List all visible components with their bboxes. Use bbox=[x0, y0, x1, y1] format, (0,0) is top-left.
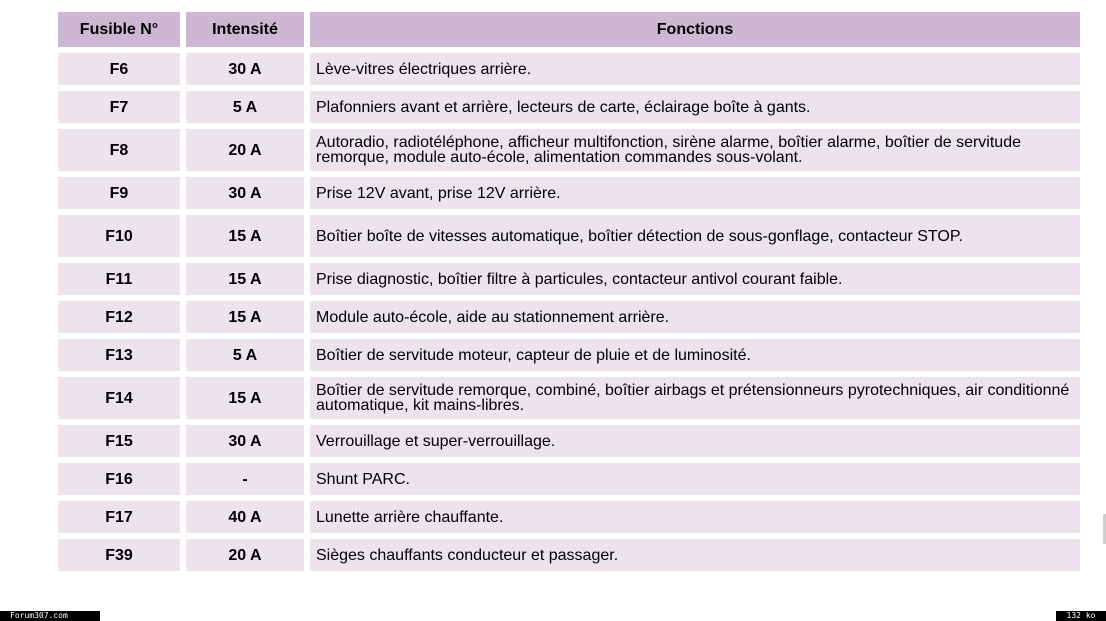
functions-cell: Prise 12V avant, prise 12V arrière. bbox=[310, 177, 1080, 209]
fuse-cell: F15 bbox=[58, 425, 180, 457]
footer-size-label: 132 ko bbox=[1056, 611, 1106, 621]
table-row bbox=[58, 215, 1080, 257]
intensity-cell: 20 A bbox=[186, 129, 304, 171]
intensity-cell: 20 A bbox=[186, 539, 304, 571]
header-functions: Fonctions bbox=[310, 12, 1080, 47]
functions-cell: Boîtier boîte de vitesses automatique, boîtier détection de sous-gonflage, contacteur STOP. bbox=[310, 215, 1080, 257]
functions-cell: Lunette arrière chauffante. bbox=[310, 501, 1080, 533]
functions-cell: Prise diagnostic, boîtier filtre à particules, contacteur antivol courant faible. bbox=[310, 263, 1080, 295]
functions-cell: Autoradio, radiotéléphone, afficheur multifonction, sirène alarme, boîtier alarme, boîtier de servitude remorque, module auto-école, alimentation commandes sous-volant. bbox=[310, 129, 1080, 171]
fuse-cell: F12 bbox=[58, 301, 180, 333]
fuse-table bbox=[58, 12, 1080, 577]
table-row bbox=[58, 301, 1080, 333]
functions-cell: Boîtier de servitude remorque, combiné, boîtier airbags et prétensionneurs pyrotechniques, air conditionné automatique, kit mains-libres. bbox=[310, 377, 1080, 419]
functions-cell: Verrouillage et super-verrouillage. bbox=[310, 425, 1080, 457]
intensity-cell: - bbox=[186, 463, 304, 495]
table-row bbox=[58, 53, 1080, 85]
intensity-cell: 15 A bbox=[186, 377, 304, 419]
functions-cell: Module auto-école, aide au stationnement arrière. bbox=[310, 301, 1080, 333]
fuse-cell: F16 bbox=[58, 463, 180, 495]
intensity-cell: 15 A bbox=[186, 215, 304, 257]
functions-cell: Sièges chauffants conducteur et passager. bbox=[310, 539, 1080, 571]
intensity-cell: 15 A bbox=[186, 263, 304, 295]
functions-cell: Plafonniers avant et arrière, lecteurs de carte, éclairage boîte à gants. bbox=[310, 91, 1080, 123]
table-row bbox=[58, 377, 1080, 419]
fuse-cell: F7 bbox=[58, 91, 180, 123]
table-row bbox=[58, 129, 1080, 171]
fuse-cell: F9 bbox=[58, 177, 180, 209]
intensity-cell: 30 A bbox=[186, 177, 304, 209]
functions-cell: Boîtier de servitude moteur, capteur de pluie et de luminosité. bbox=[310, 339, 1080, 371]
table-row bbox=[58, 339, 1080, 371]
intensity-cell: 30 A bbox=[186, 425, 304, 457]
header-intensity: Intensité bbox=[186, 12, 304, 47]
intensity-cell: 40 A bbox=[186, 501, 304, 533]
fuse-cell: F13 bbox=[58, 339, 180, 371]
table-row bbox=[58, 425, 1080, 457]
table-row bbox=[58, 177, 1080, 209]
fuse-cell: F10 bbox=[58, 215, 180, 257]
footer-site-label: Forum307.com bbox=[0, 611, 100, 621]
table-row bbox=[58, 539, 1080, 571]
fuse-cell: F14 bbox=[58, 377, 180, 419]
header-fuse-number: Fusible N° bbox=[58, 12, 180, 47]
functions-cell: Shunt PARC. bbox=[310, 463, 1080, 495]
intensity-cell: 15 A bbox=[186, 301, 304, 333]
table-row bbox=[58, 91, 1080, 123]
intensity-cell: 30 A bbox=[186, 53, 304, 85]
table-row bbox=[58, 263, 1080, 295]
table-header-row bbox=[58, 12, 1080, 47]
functions-cell: Lève-vitres électriques arrière. bbox=[310, 53, 1080, 85]
fuse-cell: F11 bbox=[58, 263, 180, 295]
fuse-cell: F39 bbox=[58, 539, 180, 571]
intensity-cell: 5 A bbox=[186, 339, 304, 371]
table-row bbox=[58, 463, 1080, 495]
fuse-cell: F6 bbox=[58, 53, 180, 85]
table-row bbox=[58, 501, 1080, 533]
fuse-cell: F17 bbox=[58, 501, 180, 533]
fuse-cell: F8 bbox=[58, 129, 180, 171]
intensity-cell: 5 A bbox=[186, 91, 304, 123]
